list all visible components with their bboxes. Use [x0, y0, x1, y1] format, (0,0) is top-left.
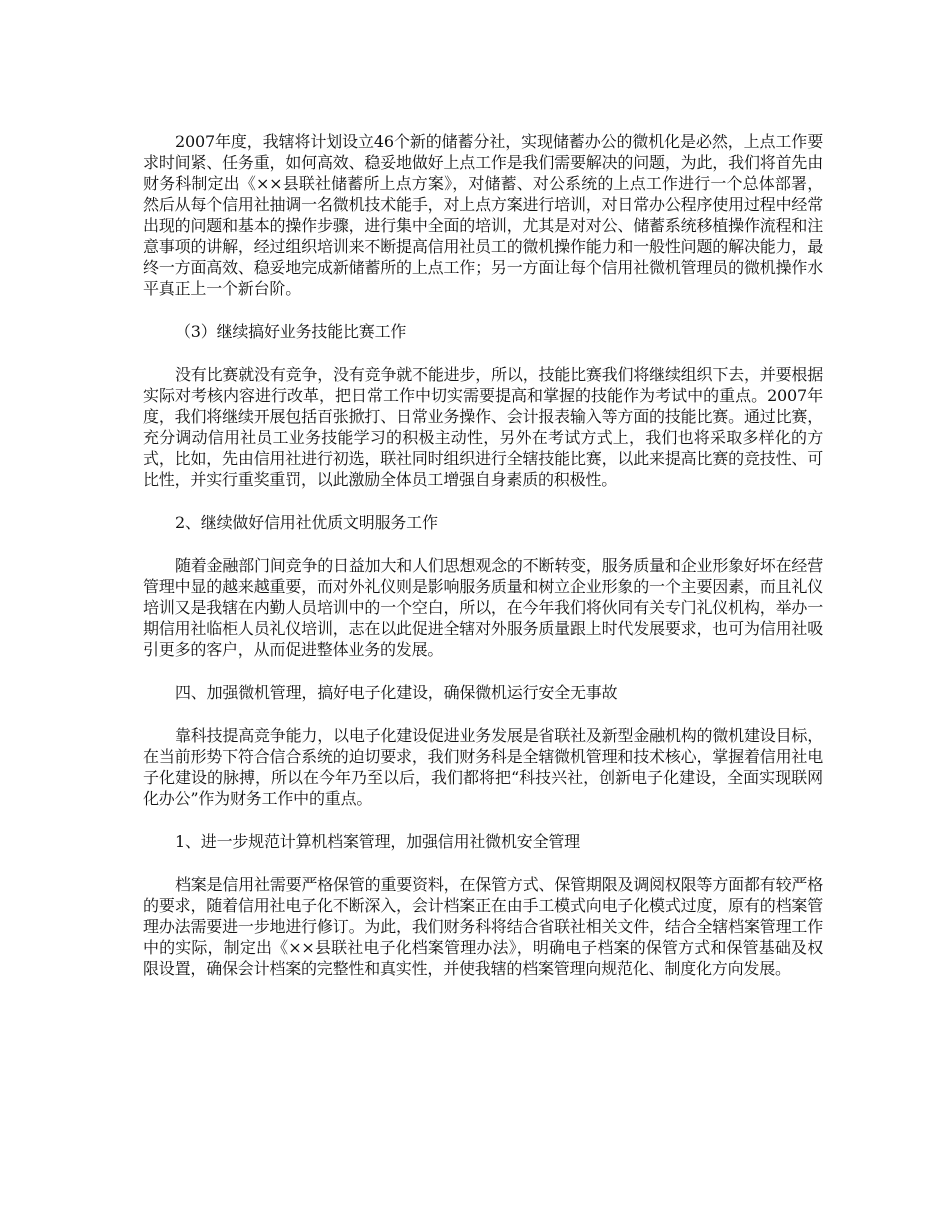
paragraph-computer-management: 靠科技提高竞争能力，以电子化建设促进业务发展是省联社及新型金融机构的微机建设目标，在当前形势下符合信合系统的迫切要求，我们财务科是全辖微机管理和技术核心，掌握着信用社电子化建设的脉搏，所以在今年乃至以后，我们都将把“科技兴社，创新电子化建设，全面实现联网化办公”作为财务工作中的重点。 — [143, 726, 823, 808]
spacer — [143, 533, 823, 555]
paragraph-savings-branch-setup: 2007年度，我辖将计划设立46个新的储蓄分社，实现储蓄办公的微机化是必然，上点工作要求时间紧、任务重，如何高效、稳妥地做好上点工作是我们需要解决的问题，为此，我们将首先由财务科制定出《××县联社储蓄所上点方案》，对储蓄、对公系统的上点工作进行一个总体部署，然后从每个信用社抽调一名微机技术能手，对上点方案进行培训，对日常办公程序使用过程中经常出现的问题和基本的操作步骤，进行集中全面的培训，尤其是对对公、储蓄系统移植操作流程和注意事项的讲解，经过组织培训来不断提高信用社员工的微机操作能力和一般性问题的解决能力，最终一方面高效、稳妥地完成新储蓄所的上点工作；另一方面让每个信用社微机管理员的微机操作水平真正上一个新台阶。 — [143, 132, 823, 298]
spacer — [143, 809, 823, 831]
paragraph-archive-management: 档案是信用社需要严格保管的重要资料，在保管方式、保管期限及调阅权限等方面都有较严格的要求，随着信用社电子化不断深入，会计档案正在由手工模式向电子化模式过度，原有的档案管理办法需要进一步地进行修订。为此，我们财务科将结合省联社相关文件，结合全辖档案管理工作中的实际，制定出《××县联社电子化档案管理办法》，明确电子档案的保管方式和保管基础及权限设置，确保会计档案的完整性和真实性，并使我辖的档案管理向规范化、制度化方向发展。 — [143, 875, 823, 978]
heading-archive-management: 1、进一步规范计算机档案管理，加强信用社微机安全管理 — [175, 832, 580, 851]
spacer — [143, 490, 823, 512]
spacer — [143, 703, 823, 725]
document-page — [143, 131, 823, 979]
heading-computer-management: 四、加强微机管理，搞好电子化建设，确保微机运行安全无事故 — [175, 683, 618, 702]
heading-skills-competition: （3）继续搞好业务技能比赛工作 — [175, 322, 407, 341]
heading-quality-service: 2、继续做好信用社优质文明服务工作 — [175, 513, 438, 532]
spacer — [143, 660, 823, 682]
paragraph-quality-service: 随着金融部门间竞争的日益加大和人们思想观念的不断转变，服务质量和企业形象好坏在经营管理中显的越来越重要，而对外礼仪则是影响服务质量和树立企业形象的一个主要因素，而且礼仪培训又是我辖在内勤人员培训中的一个空白，所以，在今年我们将伙同有关专门礼仪机构，举办一期信用社临柜人员礼仪培训，志在以此促进全辖对外服务质量跟上时代发展要求，也可为信用社吸引更多的客户，从而促进整体业务的发展。 — [143, 556, 823, 659]
spacer — [143, 342, 823, 364]
spacer — [143, 852, 823, 874]
spacer — [143, 299, 823, 321]
paragraph-skills-competition: 没有比赛就没有竞争，没有竞争就不能进步，所以，技能比赛我们将继续组织下去，并要根据实际对考核内容进行改革，把日常工作中切实需要提高和掌握的技能作为考试中的重点。2007年度，我们将继续开展包括百张掀打、日常业务操作、会计报表输入等方面的技能比赛。通过比赛，充分调动信用社员工业务技能学习的积极主动性，另外在考试方式上，我们也将采取多样化的方式，比如，先由信用社进行初选，联社同时组织进行全辖技能比赛，以此来提高比赛的竞技性、可比性，并实行重奖重罚，以此激励全体员工增强自身素质的积极性。 — [143, 365, 823, 489]
